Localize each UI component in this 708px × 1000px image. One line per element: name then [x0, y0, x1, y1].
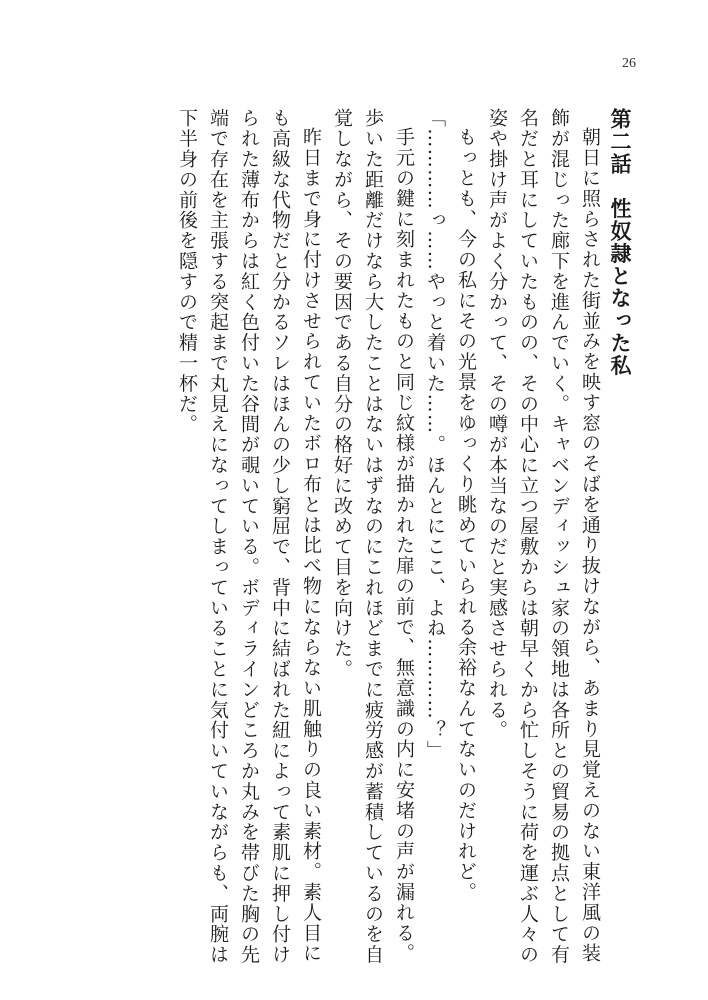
paragraph: もっとも、今の私にその光景をゆっくり眺めていられる余裕なんてないのだけれど。 — [455, 127, 477, 903]
paragraph: 朝日に照らされた街並みを映す窓のそばを通り抜けながら、あまり見覚えのない東洋風の装飾が混じった廊下を進んでいく。キャベンディッシュ家の領地は各所との貿易の拠点として有名だと耳にしていたものの、その中心に立つ屋敷からは朝早くから忙しそうに荷を運ぶ人々の姿や掛け声がよく分かって、その噂が本当なのだと実感させられる。 — [486, 108, 601, 965]
paragraph: 手元の鍵に刻まれたものと同じ紋様が描かれた扉の前で、無意識の内に安堵の声が漏れる。歩いた距離だけなら大したことはないはずなのにこれほどまでに疲労感が蓄積しているのを自覚しながら、その要因である自分の格好に改めて目を向けた。 — [331, 108, 415, 965]
page-number: 26 — [622, 56, 636, 71]
paragraph: 昨日まで身に付けさせられていたボロ布とは比べ物にならない肌触りの良い素材。素人目にも高級な代物だと分かるソレはほんの少し窮屈で、背中に結ばれた紐によって素肌に押し付けられた薄布からは紅く色付いた谷間が覗いている。ボディラインどころか丸みを帯びた胸の先端で存在を主張する突起まで丸見えになってしまっていることに気付いていながらも、両腕は下半身の前後を隠すので精一杯だ。 — [176, 108, 322, 965]
page-body — [76, 108, 636, 968]
chapter-title: 第二話 性奴隷となった私 — [608, 108, 633, 377]
dialogue-line: 「…………っ……やっと着いた……。ほんとにここ、よね…………？」 — [424, 108, 446, 761]
